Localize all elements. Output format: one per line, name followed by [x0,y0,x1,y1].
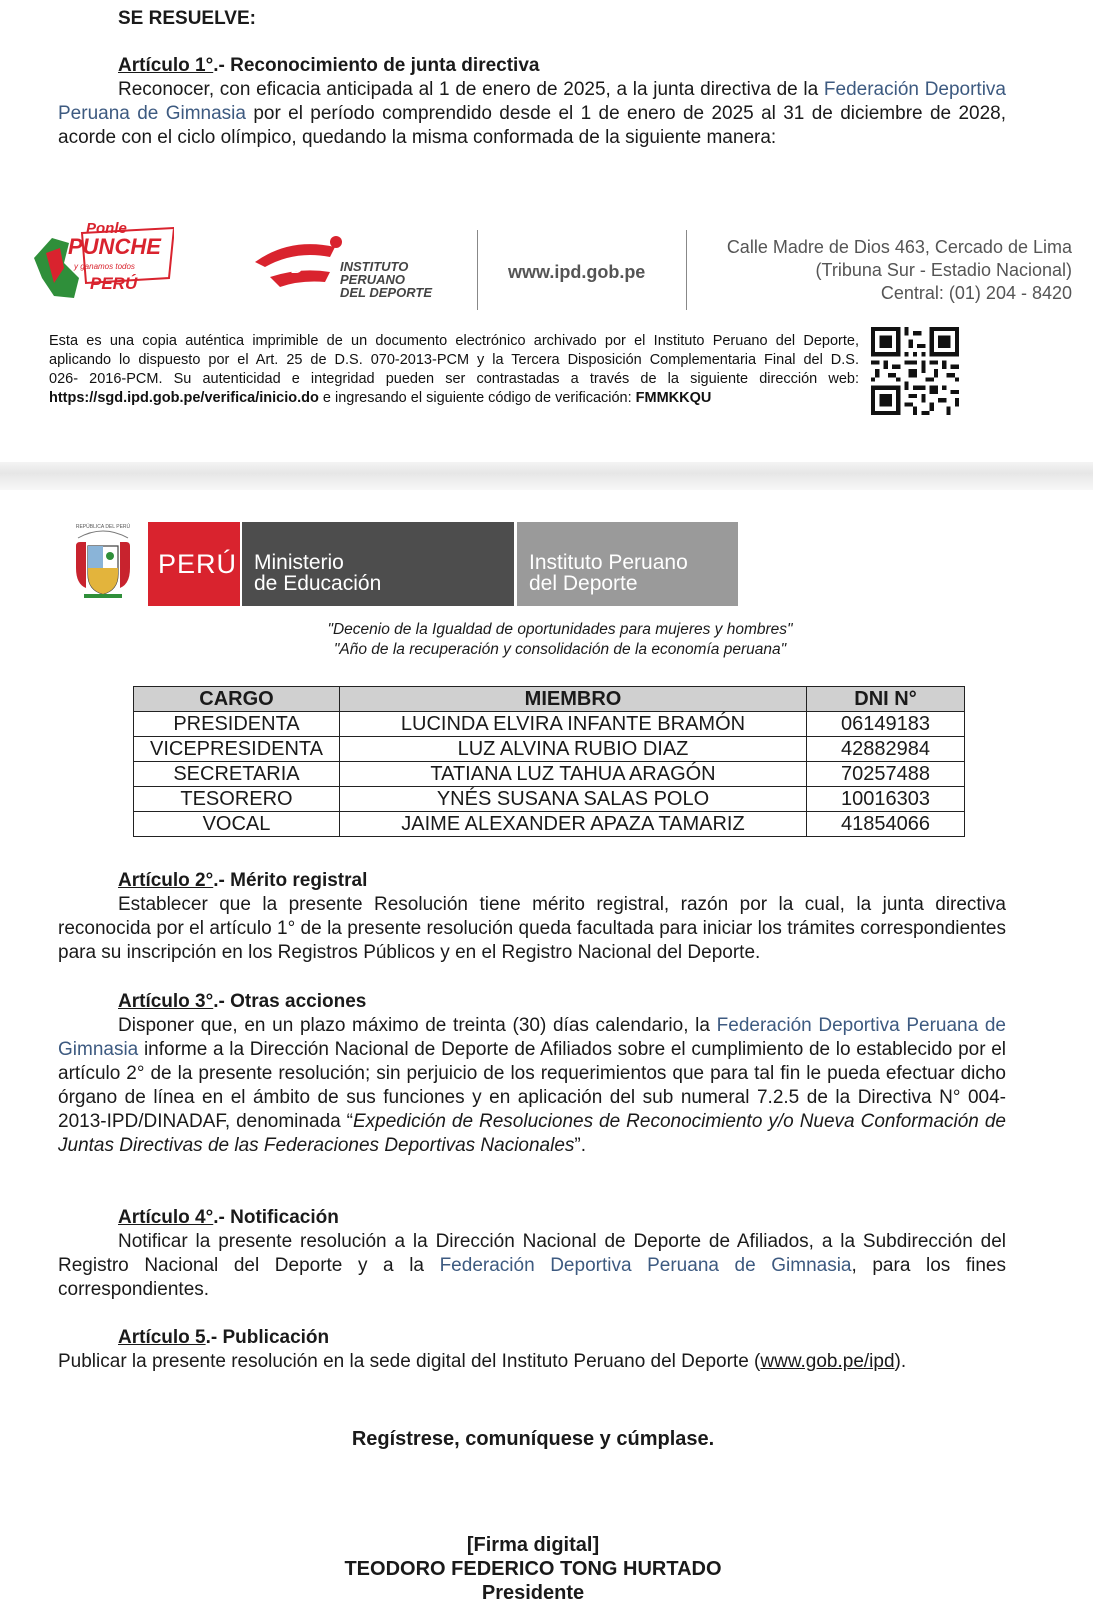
coat-of-arms-icon [72,528,134,600]
peru-coat-of-arms [72,524,134,600]
article-5-text [58,1350,1006,1374]
ipd-line1: INSTITUTO [340,259,409,274]
federacion-name: Federación Deportiva Peruana de Gimnasia [58,1015,1006,1060]
header-miembro: MIEMBRO [340,687,807,712]
cert-line-2: aplicando lo dispuesto por el Art. 25 de D.S. 070-2013-PCM y la Tercera Disposición Complementaria Final del D.S. [49,352,859,368]
cell-cargo: PRESIDENTA [134,712,340,737]
page-separator [0,462,1093,490]
cell-miembro: TATIANA LUZ TAHUA ARAGÓN [340,762,807,787]
federacion-name: Federación Deportiva Peruana de Gimnasia [439,1255,852,1276]
cert-mid-text: e ingresando el siguiente código de verificación: [322,390,632,406]
article-3-number: Artículo 3° [118,991,214,1012]
anio-slogan: "Año de la recuperación y consolidación de la economía peruana" [333,641,787,658]
article-4-body-a: Notificar la presente resolución a la Dirección Nacional de Deporte de Afiliados, a la Subdirección del Registro Nacional del Deporte y a la [58,1231,1006,1276]
article-4-number: Artículo 4° [118,1207,214,1228]
cell-cargo: VICEPRESIDENTA [134,737,340,762]
article-1-title: .- Reconocimiento de junta directiva [213,55,540,76]
header-dni: DNI N° [807,687,965,712]
instituto-line-1: Instituto Peruano [529,551,688,574]
article-3-heading [118,990,366,1014]
ganamos-text: y ganamos todos [74,262,135,271]
ipd-line2: PERUANO [340,272,406,287]
ipd-logo [250,232,450,312]
article-3-title: .- Otras acciones [213,991,367,1012]
ipd-line3: DEL DEPORTE [340,285,432,300]
article-2-title: .- Mérito registral [213,870,368,891]
ponle-punche-logo [24,218,174,308]
cell-miembro: YNÉS SUSANA SALAS POLO [340,787,807,812]
cell-cargo: SECRETARIA [134,762,340,787]
seal-text: REPÚBLICA DEL PERÚ [75,524,131,530]
peru-brand-text: PERÚ [158,549,238,579]
decenio-slogan: "Decenio de la Igualdad de oportunidades para mujeres y hombres" [327,621,793,638]
punche-text: PUNCHE [68,234,161,259]
table-row [134,737,965,762]
article-1-text-b: por el período comprendido desde el 1 de enero de 2025 al 31 de diciembre de 2028, acorde con el ciclo olímpico, quedando la misma conformada de la siguiente manera: [58,103,1007,148]
ministerio-line-2: de Educación [254,572,382,595]
ministerio-line-1: Ministerio [254,551,344,574]
verification-url[interactable]: https://sgd.ipd.gob.pe/verifica/inicio.do [49,390,319,406]
cell-dni: 10016303 [807,787,965,812]
address-line-3: Central: (01) 204 - 8420 [880,283,1072,303]
address-line-1: Calle Madre de Dios 463, Cercado de Lima [726,237,1072,257]
cell-cargo: VOCAL [134,812,340,837]
cert-line-3: 026- 2016-PCM. Su autenticidad e integridad pueden ser contrastadas a través de la siguiente dirección web: [49,371,859,387]
ipd-gob-link[interactable]: www.gob.pe/ipd [760,1351,895,1372]
certification-notice [49,332,859,408]
cert-line-1: Esta es una copia auténtica imprimible de un documento electrónico archivado por el Instituto Peruano del Deporte, [49,333,859,349]
signatory-role: Presidente [481,1582,585,1604]
article-3-body-a: Disponer que, en un plazo máximo de treinta (30) días calendario, la [118,1015,710,1036]
footer-divider-left [477,230,478,310]
federacion-name-cont: Deportiva Peruana de Gimnasia [58,79,1007,124]
article-4-body-b: , para los fines correspondientes. [58,1255,1006,1300]
cell-dni: 41854066 [807,812,965,837]
article-3-body-c: ”. [574,1135,587,1156]
footer-divider-right [686,230,687,310]
article-4-heading [118,1206,339,1230]
table-row [134,762,965,787]
article-1-heading [118,54,539,78]
article-4-text [58,1230,1006,1302]
cell-miembro: LUZ ALVINA RUBIO DIAZ [340,737,807,762]
peru-brand-block [148,522,240,606]
article-3-text [58,1014,1006,1158]
registrese-line: Regístrese, comuníquese y cúmplase. [351,1428,715,1450]
junta-directiva-table [133,686,965,837]
cell-miembro: JAIME ALEXANDER APAZA TAMARIZ [340,812,807,837]
ponle-text: Ponle [86,220,127,237]
cell-dni: 42882984 [807,737,965,762]
firma-digital: [Firma digital] [466,1534,600,1556]
qr-code-icon [871,327,959,415]
instituto-block [517,522,738,606]
verification-code: FMMKKQU [635,390,712,406]
article-5-number: Artículo 5 [118,1327,206,1348]
article-2-number: Artículo 2° [118,870,214,891]
article-5-body-b: ). [894,1351,907,1372]
ministerio-block [242,522,514,606]
table-row [134,712,965,737]
table-row [134,812,965,837]
article-5-heading [118,1326,329,1350]
federacion-name: Federación [823,79,919,100]
article-5-body-a: Publicar la presente resolución en la sede digital del Instituto Peruano del Deporte ( [58,1351,761,1372]
cert-line-4 [49,389,859,408]
article-2-heading [118,869,367,893]
article-1-text [58,78,1006,150]
article-1-number: Artículo 1° [118,55,214,76]
article-2-text [58,893,1006,965]
se-resuelve-heading: SE RESUELVE: [118,8,256,29]
article-5-title: .- Publicación [205,1327,330,1348]
article-3-body-b: informe a la Dirección Nacional de Deporte de Afiliados sobre el cumplimiento de lo establecido por el artículo 2° de la presente resolución; sin perjuicio de los requerimientos que para tal fin le pueda efectuar dicho órgano de línea en el ámbito de sus funciones y en aplicación del sub numeral 7.2.5 de la Directiva N° 004-2013-IPD/DINADAF, denominada “ [58,1039,1007,1132]
cell-dni: 70257488 [807,762,965,787]
cell-cargo: TESORERO [134,787,340,812]
article-1-text-a: Reconocer, con eficacia anticipada al 1 de enero de 2025, a la junta directiva de la [118,79,819,100]
ipd-short-text: IPD [276,260,303,277]
header-cargo: CARGO [134,687,340,712]
peru-logo-text: PERÚ [90,274,138,293]
cell-miembro: LUCINDA ELVIRA INFANTE BRAMÓN [340,712,807,737]
footer-website[interactable]: www.ipd.gob.pe [508,262,646,282]
directiva-title: Expedición de Resoluciones de Reconocimiento y/o Nueva Conformación de Juntas Directivas de las Federaciones Deportivas Nacionales [58,1111,1006,1156]
article-4-title: .- Notificación [213,1207,339,1228]
address-line-2: (Tribuna Sur - Estadio Nacional) [815,260,1072,280]
cell-dni: 06149183 [807,712,965,737]
article-2-body: Establecer que la presente Resolución tiene mérito registral, razón por la cual, la junta directiva reconocida por el artículo 1° de la presente resolución queda facultada para iniciar los trámites correspondientes para su inscripción en los Registros Públicos y en el Registro Nacional del Deporte. [58,894,1006,963]
table-header-row [134,687,965,712]
table-row [134,787,965,812]
instituto-line-2: del Deporte [529,572,638,595]
footer-address [690,236,1072,305]
signatory-name: TEODORO FEDERICO TONG HURTADO [344,1558,722,1580]
